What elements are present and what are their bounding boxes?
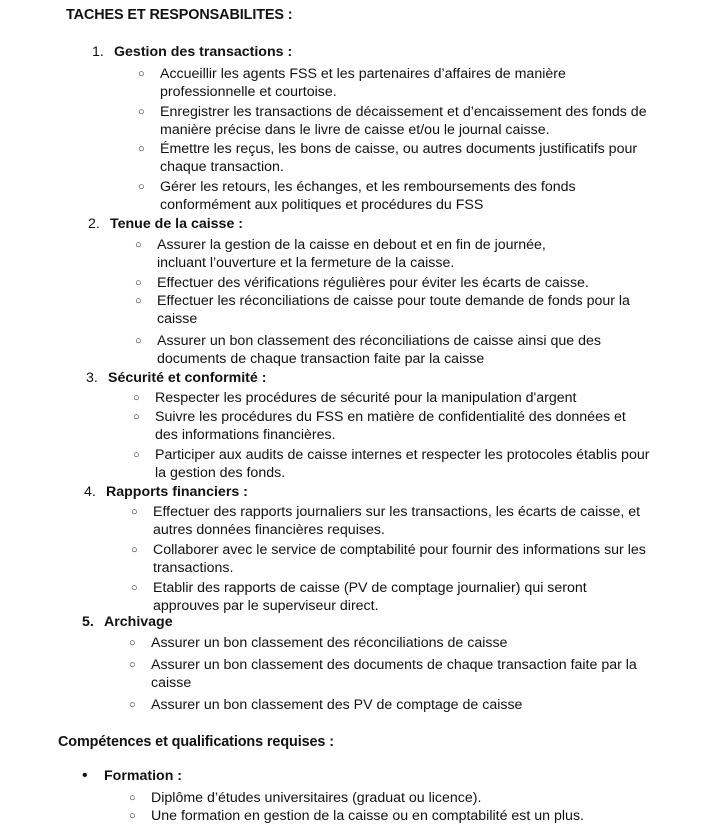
section-1-item-2: Enregistrer les transactions de décaissement et d’encaissement des fonds de manière précise dans le livre de caisse et/ou le journal caisse.: [160, 104, 647, 138]
section-3-item-1: Respecter les procédures de sécurité pour la manipulation d'argent: [155, 390, 577, 406]
circle-bullet-icon: ○: [138, 143, 145, 155]
section-1-label: Gestion des transactions :: [114, 44, 293, 60]
section-5-item-3: Assurer un bon classement des PV de comptage de caisse: [151, 697, 523, 713]
section-1-number: 1.: [92, 44, 104, 60]
section-3-label: Sécurité et conformité :: [108, 370, 267, 386]
section-4-label: Rapports financiers :: [106, 484, 248, 500]
circle-bullet-icon: ○: [135, 335, 142, 347]
circle-bullet-icon: ○: [131, 506, 138, 518]
section-3-item-3: Participer aux audits de caisse internes et respecter les protocoles établis pour la gestion des fonds.: [155, 447, 650, 481]
section-2-label: Tenue de la caisse :: [110, 216, 243, 232]
section-4-title: [84, 483, 248, 501]
circle-bullet-icon: ○: [133, 392, 140, 404]
section-2-item-2: Effectuer des vérifications régulières pour éviter les écarts de caisse.: [157, 275, 589, 291]
section-2-item-3: Effectuer les réconciliations de caisse pour toute demande de fonds pour la caisse: [157, 293, 630, 327]
section-1-item-1: Accueillir les agents FSS et les partenaires d’affaires de manière professionnelle et courtoise.: [160, 66, 566, 100]
competences-heading: Compétences et qualifications requises :: [58, 734, 334, 750]
circle-bullet-icon: ○: [138, 106, 145, 118]
circle-bullet-icon: ○: [129, 792, 136, 804]
circle-bullet-icon: ○: [133, 411, 140, 423]
section-2-title: [88, 215, 243, 233]
section-4-item-3: Etablir des rapports de caisse (PV de comptage journalier) qui seront approuves par le superviseur direct.: [153, 580, 587, 614]
section-1-item-3: Émettre les reçus, les bons de caisse, ou autres documents justificatifs pour chaque transaction.: [160, 141, 638, 175]
filled-bullet-icon: •: [82, 767, 88, 784]
circle-bullet-icon: ○: [135, 239, 142, 251]
section-5-item-1: Assurer un bon classement des réconciliations de caisse: [151, 635, 508, 651]
section-3-item-2: Suivre les procédures du FSS en matière de confidentialité des données et des informations financières.: [155, 409, 626, 443]
circle-bullet-icon: ○: [138, 68, 145, 80]
circle-bullet-icon: ○: [135, 277, 142, 289]
section-5-item-2: Assurer un bon classement des documents de chaque transaction faite par la caisse: [151, 657, 637, 691]
section-4-item-2: Collaborer avec le service de comptabilité pour fournir des informations sur les transactions.: [153, 542, 646, 576]
circle-bullet-icon: ○: [135, 295, 142, 307]
circle-bullet-icon: ○: [131, 582, 138, 594]
circle-bullet-icon: ○: [129, 699, 136, 711]
circle-bullet-icon: ○: [129, 637, 136, 649]
section-5-number: 5.: [82, 614, 94, 630]
formation-item-2: Une formation en gestion de la caisse ou en comptabilité est un plus.: [151, 808, 584, 824]
section-2-item-1: Assurer la gestion de la caisse en debout et en fin de journée, incluant l’ouverture et la fermeture de la caisse.: [157, 237, 546, 271]
section-3-number: 3.: [86, 370, 98, 386]
formation-title: Formation :: [104, 768, 183, 784]
section-3-title: [86, 369, 266, 387]
circle-bullet-icon: ○: [133, 449, 140, 461]
formation-item-1: Diplôme d’études universitaires (graduat ou licence).: [151, 790, 482, 806]
circle-bullet-icon: ○: [138, 181, 145, 193]
section-5-title: [82, 613, 173, 631]
circle-bullet-icon: ○: [129, 659, 136, 671]
section-1-item-4: Gérer les retours, les échanges, et les remboursements des fonds conformément aux politiques et procédures du FSS: [160, 179, 576, 213]
circle-bullet-icon: ○: [129, 810, 136, 822]
section-4-number: 4.: [84, 484, 96, 500]
main-heading: TACHES ET RESPONSABILITES :: [66, 7, 293, 23]
section-2-number: 2.: [88, 216, 100, 232]
section-5-label: Archivage: [104, 614, 173, 630]
section-1-title: [92, 43, 292, 61]
circle-bullet-icon: ○: [131, 544, 138, 556]
section-2-item-4: Assurer un bon classement des réconciliations de caisse ainsi que des documents de chaque transaction faite par la caisse: [157, 333, 601, 367]
section-4-item-1: Effectuer des rapports journaliers sur les transactions, les écarts de caisse, et autres données financières requises.: [153, 504, 641, 538]
